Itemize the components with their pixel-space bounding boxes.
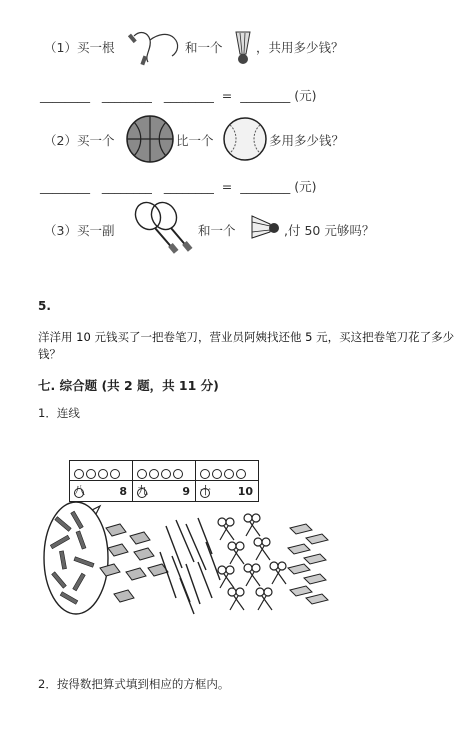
cell-chinese-numeral: 八: [74, 484, 85, 497]
item-2-label: 2．按得数把算式填到相应的方框内。: [38, 677, 230, 691]
section-5-text: 洋洋用 10 元钱买了一把卷笔刀，营业员阿姨找还他 5 元，买这把卷笔刀花了多少钱？: [38, 330, 455, 361]
question-number: （3）: [44, 223, 77, 238]
cell-number: 8: [119, 485, 127, 498]
question-1-mid: 和一个: [185, 40, 223, 55]
blank-2[interactable]: ________: [101, 88, 152, 103]
badminton-rackets-icon: [128, 200, 194, 256]
scissors-group-icon: [218, 514, 286, 610]
equation-row-1: [40, 86, 316, 104]
matching-illustration: [36, 498, 436, 620]
blank-3[interactable]: ________: [163, 88, 214, 103]
question-text-a: 买一副: [76, 223, 115, 238]
equation-row-2: [40, 177, 316, 195]
question-2-mid: 比一个: [176, 133, 214, 148]
jump-rope-icon: [128, 26, 184, 66]
number-table: [69, 460, 259, 502]
blank-3[interactable]: ________: [163, 179, 214, 194]
pencil-sharpener-group-icon: [100, 524, 168, 602]
blank-2[interactable]: ________: [101, 179, 152, 194]
blank-4[interactable]: ________: [240, 179, 291, 194]
blank-1[interactable]: ________: [40, 88, 90, 103]
pencil-group-icon: [160, 518, 220, 614]
equals-sign: =: [221, 88, 233, 103]
blank-4[interactable]: ________: [240, 88, 291, 103]
number-cell[interactable]: [133, 461, 196, 501]
question-text-a: 买一个: [76, 133, 115, 148]
cell-chinese-numeral: 九: [137, 484, 148, 497]
question-3-end: ,付 50 元够吗？: [284, 223, 375, 238]
question-1: [44, 38, 114, 56]
unit-label: (元): [294, 88, 317, 103]
item-1-label: 1．连线: [38, 406, 80, 420]
question-3: [44, 221, 114, 239]
blank-1[interactable]: ________: [40, 179, 90, 194]
unit-label: (元): [294, 179, 317, 194]
eraser-group-icon: [288, 524, 328, 604]
question-2-end: 多用多少钱？: [269, 133, 345, 148]
basketball-icon: [125, 114, 175, 164]
shuttlecock-icon: [248, 210, 282, 242]
cell-number: 9: [182, 485, 190, 498]
question-2: [44, 131, 114, 149]
section-5-number: 5.: [38, 299, 51, 313]
crayon-group-icon: [44, 502, 108, 614]
question-3-mid: 和一个: [198, 223, 236, 238]
shuttlecock-feather-icon: [232, 28, 254, 66]
question-1-end: ，共用多少钱？: [256, 40, 344, 55]
cell-number: 10: [237, 485, 253, 498]
question-text-a: 买一根: [76, 40, 115, 55]
number-cell[interactable]: [196, 461, 258, 501]
section-7-title: 七. 综合题 (共 2 题，共 11 分): [38, 378, 219, 393]
question-number: （1）: [44, 40, 77, 55]
question-number: （2）: [44, 133, 77, 148]
number-cell[interactable]: [70, 461, 133, 501]
baseball-icon: [222, 116, 268, 162]
cell-chinese-numeral: 十: [200, 484, 211, 497]
equals-sign: =: [221, 179, 233, 194]
